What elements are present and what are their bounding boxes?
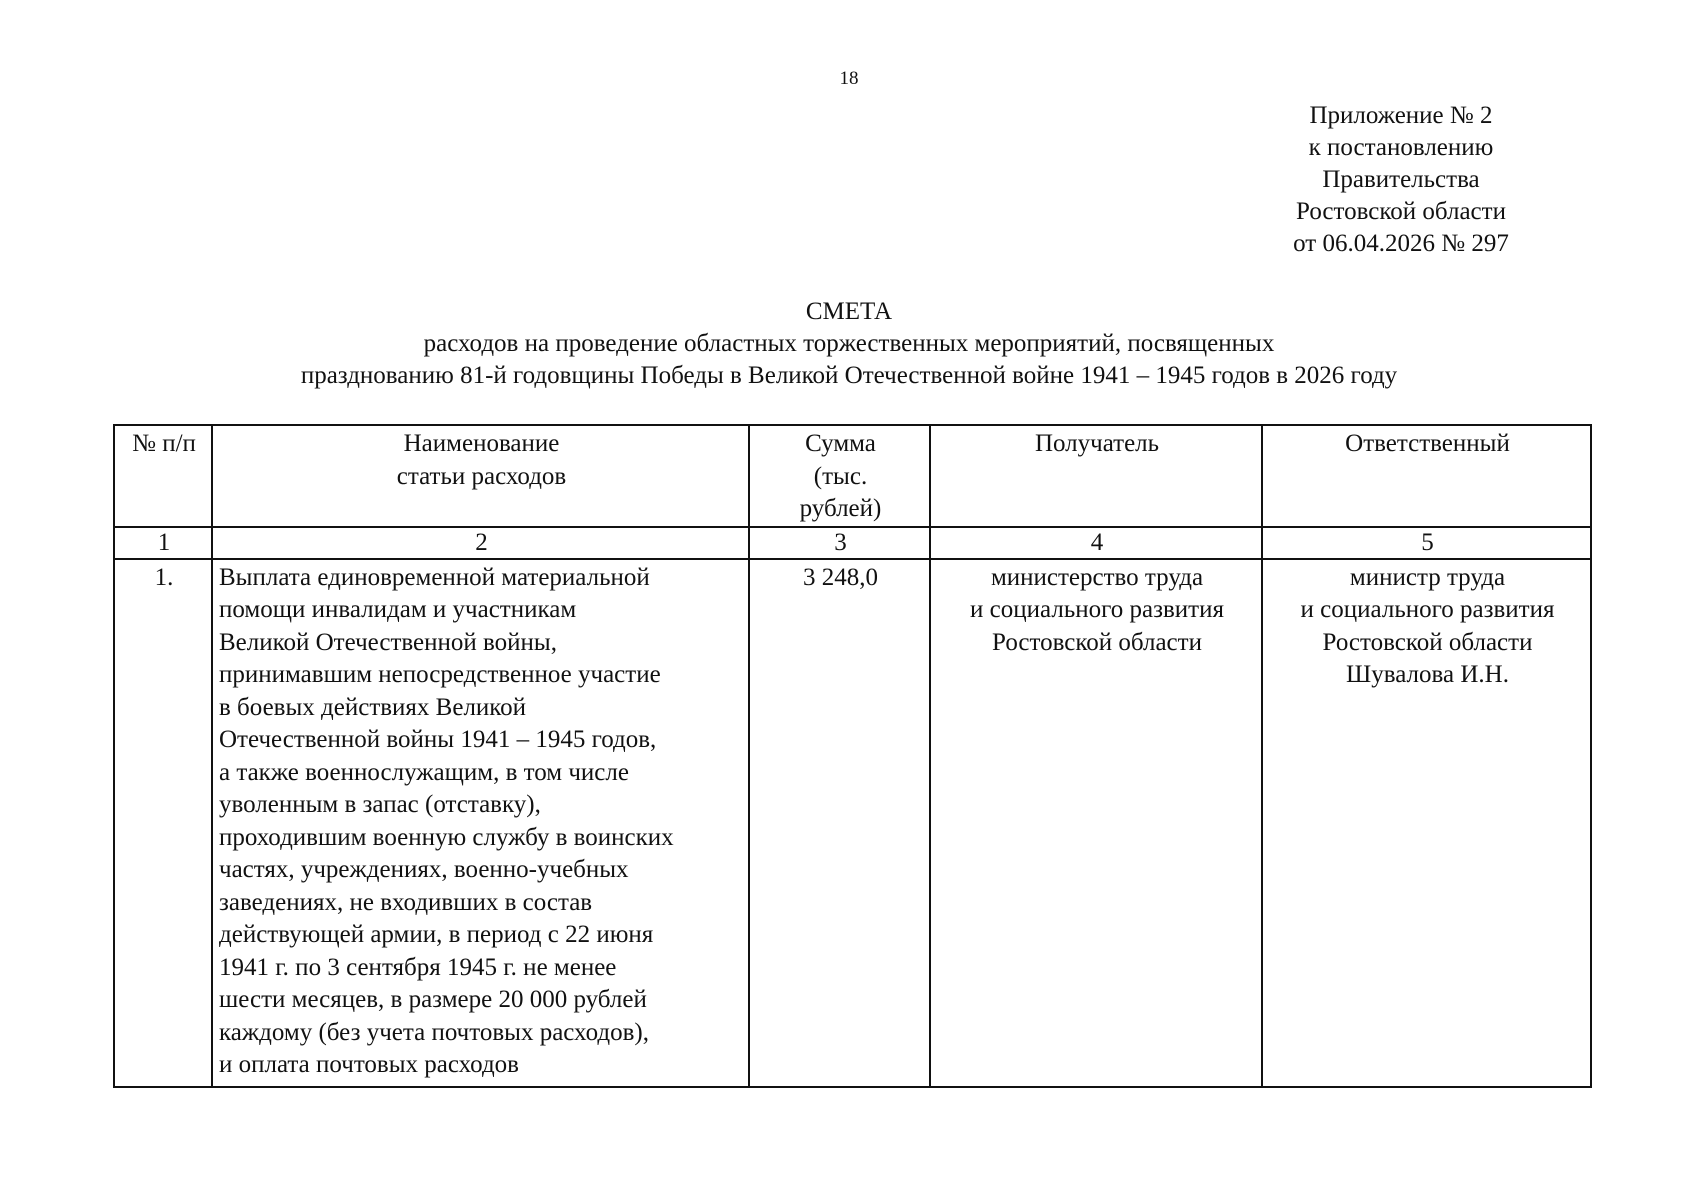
appendix-line: Приложение № 2: [1309, 102, 1493, 129]
table-header-row: [114, 425, 1591, 527]
table-row: [114, 559, 1591, 1087]
appendix-line: от 06.04.2026 № 297: [1293, 230, 1509, 257]
row-num: 1.: [114, 559, 212, 1087]
column-number: 2: [212, 527, 749, 559]
row-expense-name: Выплата единовременной материальной помощи инвалидам и участникам Великой Отечественной войны, принимавшим непосредственное участие в боевых действиях Великой Отечественной войны 1941 – 1945 годов, а также военнослужащим, в том числе уволенным в запас (отставку), проходившим военную службу в воинских частях, учреждениях, военно-учебных заведениях, не входивших в состав действующей армии, в период с 22 июня 1941 г. по 3 сентября 1945 г. не менее шести месяцев, в размере 20 000 рублей каждому (без учета почтовых расходов), и оплата почтовых расходов: [212, 559, 749, 1087]
title-heading: СМЕТА: [805, 298, 893, 325]
column-number: 1: [114, 527, 212, 559]
appendix-line: Ростовской области: [1296, 198, 1506, 225]
page-number: 18: [839, 68, 859, 89]
header-name: Наименование статьи расходов: [212, 425, 749, 527]
header-responsible: Ответственный: [1262, 425, 1591, 527]
title-line: расходов на проведение областных торжественных мероприятий, посвященных: [423, 330, 1275, 357]
column-number-row: [114, 527, 1591, 559]
appendix-block: [1266, 100, 1536, 260]
column-number: 5: [1262, 527, 1591, 559]
appendix-line: к постановлению: [1308, 134, 1494, 161]
row-recipient: министерство труда и социального развития Ростовской области: [930, 559, 1262, 1087]
estimate-table: [113, 424, 1592, 1088]
header-recipient: Получатель: [930, 425, 1262, 527]
document-title: [0, 296, 1698, 392]
column-number: 3: [749, 527, 930, 559]
column-number: 4: [930, 527, 1262, 559]
header-sum: Сумма (тыс. рублей): [749, 425, 930, 527]
appendix-line: Правительства: [1322, 166, 1480, 193]
title-line: празднованию 81-й годовщины Победы в Великой Отечественной войне 1941 – 1945 годов в 2026 году: [300, 362, 1398, 389]
row-sum: 3 248,0: [749, 559, 930, 1087]
row-responsible: министр труда и социального развития Ростовской области Шувалова И.Н.: [1262, 559, 1591, 1087]
header-num: № п/п: [114, 425, 212, 527]
